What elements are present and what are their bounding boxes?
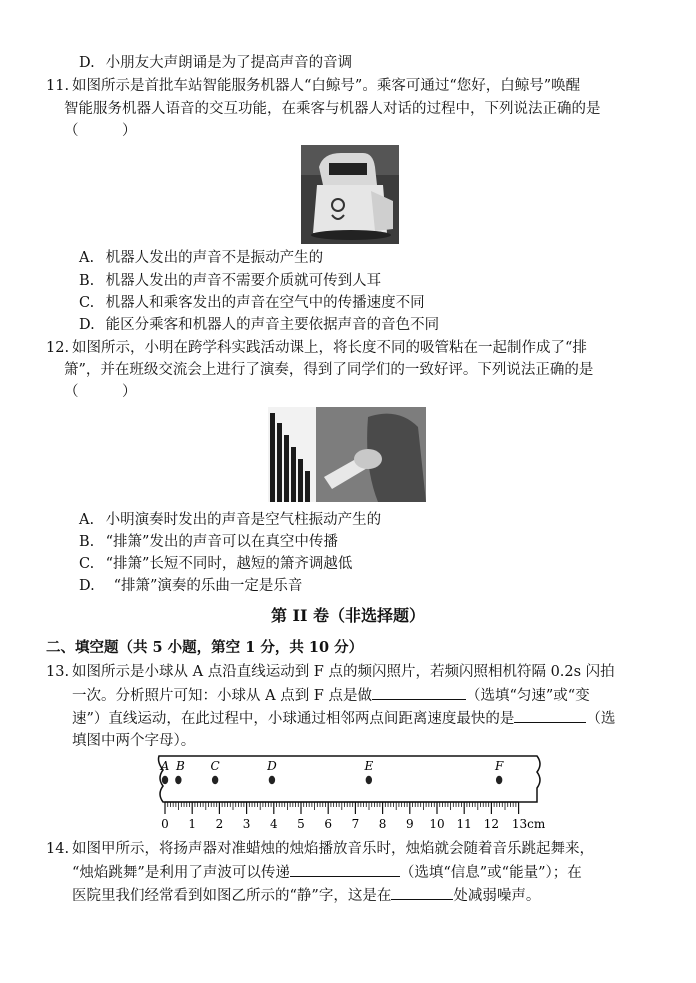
pan-flute-photo [268,407,426,502]
ball-point-label: B [175,759,185,773]
q14-line-2-text-a: “烛焰跳舞”是利用了声波可以传递 [72,865,290,881]
q12-number: 12. [46,340,70,356]
q13-number: 13. [46,664,70,680]
q14-line-3-text-b: 处减弱噪声。 [453,888,541,904]
ball-point-label: C [210,759,220,773]
option-label: D. [79,55,95,71]
ball-point-D [269,776,275,784]
q12-option-d [79,575,302,597]
ruler-tick-label: 7 [351,817,360,831]
option-label: A. [79,250,95,266]
q14-number: 14. [46,841,70,857]
q12-option-c [79,553,352,575]
option-label: B. [79,273,95,289]
q11-option-c [79,292,425,314]
pan-flute-illustration [268,407,426,502]
q12-stem-line-1: 如图所示，小明在跨学科实践活动课上，将长度不同的吸管粘在一起制作成了“排 [72,340,587,356]
q13-line-2-text-b: （选填“匀速”或“变 [465,688,590,704]
q13-line-3-text-a: 速”）直线运动，在此过程中，小球通过相邻两点间距离速度最快的是 [72,711,515,727]
q11-stem-line-2: 智能服务机器人语音的交互功能，在乘客与机器人对话的过程中，下列说法正确的是 [64,101,601,117]
q11-option-a [79,247,323,269]
option-text: 小明演奏时发出的声音是空气柱振动产生的 [105,512,382,528]
q14-line-1: 如图甲所示，将扬声器对准蜡烛的烛焰播放音乐时，烛焰就会随着音乐跳起舞来， [72,841,594,857]
ball-point-label: D [267,759,277,773]
option-text: “排箫”发出的声音可以在真空中传播 [105,534,338,550]
ruler-tick-label: 8 [378,817,387,831]
robot-photo [301,145,399,244]
option-label: D. [79,578,95,594]
option-text: 机器人发出的声音不是振动产生的 [105,250,324,266]
option-text: 机器人和乘客发出的声音在空气中的传播速度不同 [105,295,425,311]
ruler-tick-label: 3 [242,817,251,831]
ruler-tick-label: 12 [483,817,500,831]
option-text: “排箫”长短不同时，越短的箫齐调越低 [105,556,353,572]
answer-blank-sound-transmits[interactable] [290,861,400,877]
robot-illustration [301,145,399,244]
ball-point-label: E [364,759,374,773]
q11-stem-line-1: 如图所示是首批车站智能服务机器人“白鲸号”。乘客可通过“您好，白鲸号”唤醒 [72,78,581,94]
option-label: B. [79,534,95,550]
q12-option-a [79,509,381,531]
ruler-tick-label: 11 [456,817,472,831]
ball-point-label: F [494,759,504,773]
option-text: 小朋友大声朗诵是为了提高声音的音调 [105,55,353,71]
q13-line-4: 填图中两个字母）。 [72,733,196,749]
ball-point-E [366,776,372,784]
section-title: 第 II 卷（非选择题） [270,606,426,625]
ruler-tick-label: 5 [297,817,305,831]
part2-heading: 二、填空题（共 5 小题，第空 1 分，共 10 分） [46,639,364,656]
q13-line-3 [72,707,615,730]
option-label: C. [79,295,95,311]
q11-number: 11. [46,78,70,94]
ball-point-A [162,776,168,784]
q13-line-3-text-b: （选 [586,711,616,727]
q14-line-3-text-a: 医院里我们经常看到如图乙所示的“静”字，这是在 [72,888,392,904]
option-label: D. [79,317,95,333]
answer-blank-motion[interactable] [372,684,466,700]
q14-line-2-text-b: （选填“信息”或“能量”）；在 [399,865,582,881]
ruler-tick-labels [161,817,545,831]
q13-line-2-text-a: 一次。分析照片可知：小球从 A 点到 F 点是做 [72,688,372,704]
q13-line-2 [72,684,590,707]
q11-option-d [79,314,439,336]
ball-point-B [175,776,181,784]
ruler-tick-label: 2 [215,817,224,831]
ruler-tick-label: 0 [161,817,169,831]
q12-stem-line-2: 箫”，并在班级交流会上进行了演奏，得到了同学们的一致好评。下列说法正确的是 [64,362,594,378]
ruler-svg [155,752,545,834]
ruler-tick-label: 13cm [511,817,545,831]
answer-blank-noise-reduction-place[interactable] [391,884,453,900]
prev-option-d [79,52,352,74]
q14-line-3 [72,884,540,907]
q11-option-b [79,270,381,292]
ruler-tick-label: 10 [429,817,445,831]
q11-answer-paren: （ ） [64,123,137,139]
ruler-tick-label: 4 [269,817,278,831]
option-text: 机器人发出的声音不需要介质就可传到人耳 [105,273,382,289]
ruler-figure [155,752,545,834]
option-label: C. [79,556,95,572]
ball-point-C [212,776,218,784]
ruler-tick-label: 1 [188,817,197,831]
q13-line-1: 如图所示是小球从 A 点沿直线运动到 F 点的频闪照片，若频闪照相机符隔 0.2s 闪拍 [72,664,615,680]
ruler-tick-label: 9 [405,817,414,831]
q12-answer-paren: （ ） [64,384,137,400]
ball-point-label: A [160,759,170,773]
answer-blank-fastest-segment[interactable] [514,707,586,723]
ball-point-F [496,776,502,784]
option-text: 能区分乘客和机器人的声音主要依据声音的音色不同 [105,317,440,333]
option-label: A. [79,512,95,528]
q14-line-2 [72,861,582,884]
ruler-tick-label: 6 [324,817,333,831]
option-text: “排箫”演奏的乐曲一定是乐音 [113,578,303,594]
q12-option-b [79,531,338,553]
ruler-ticks [165,802,519,814]
